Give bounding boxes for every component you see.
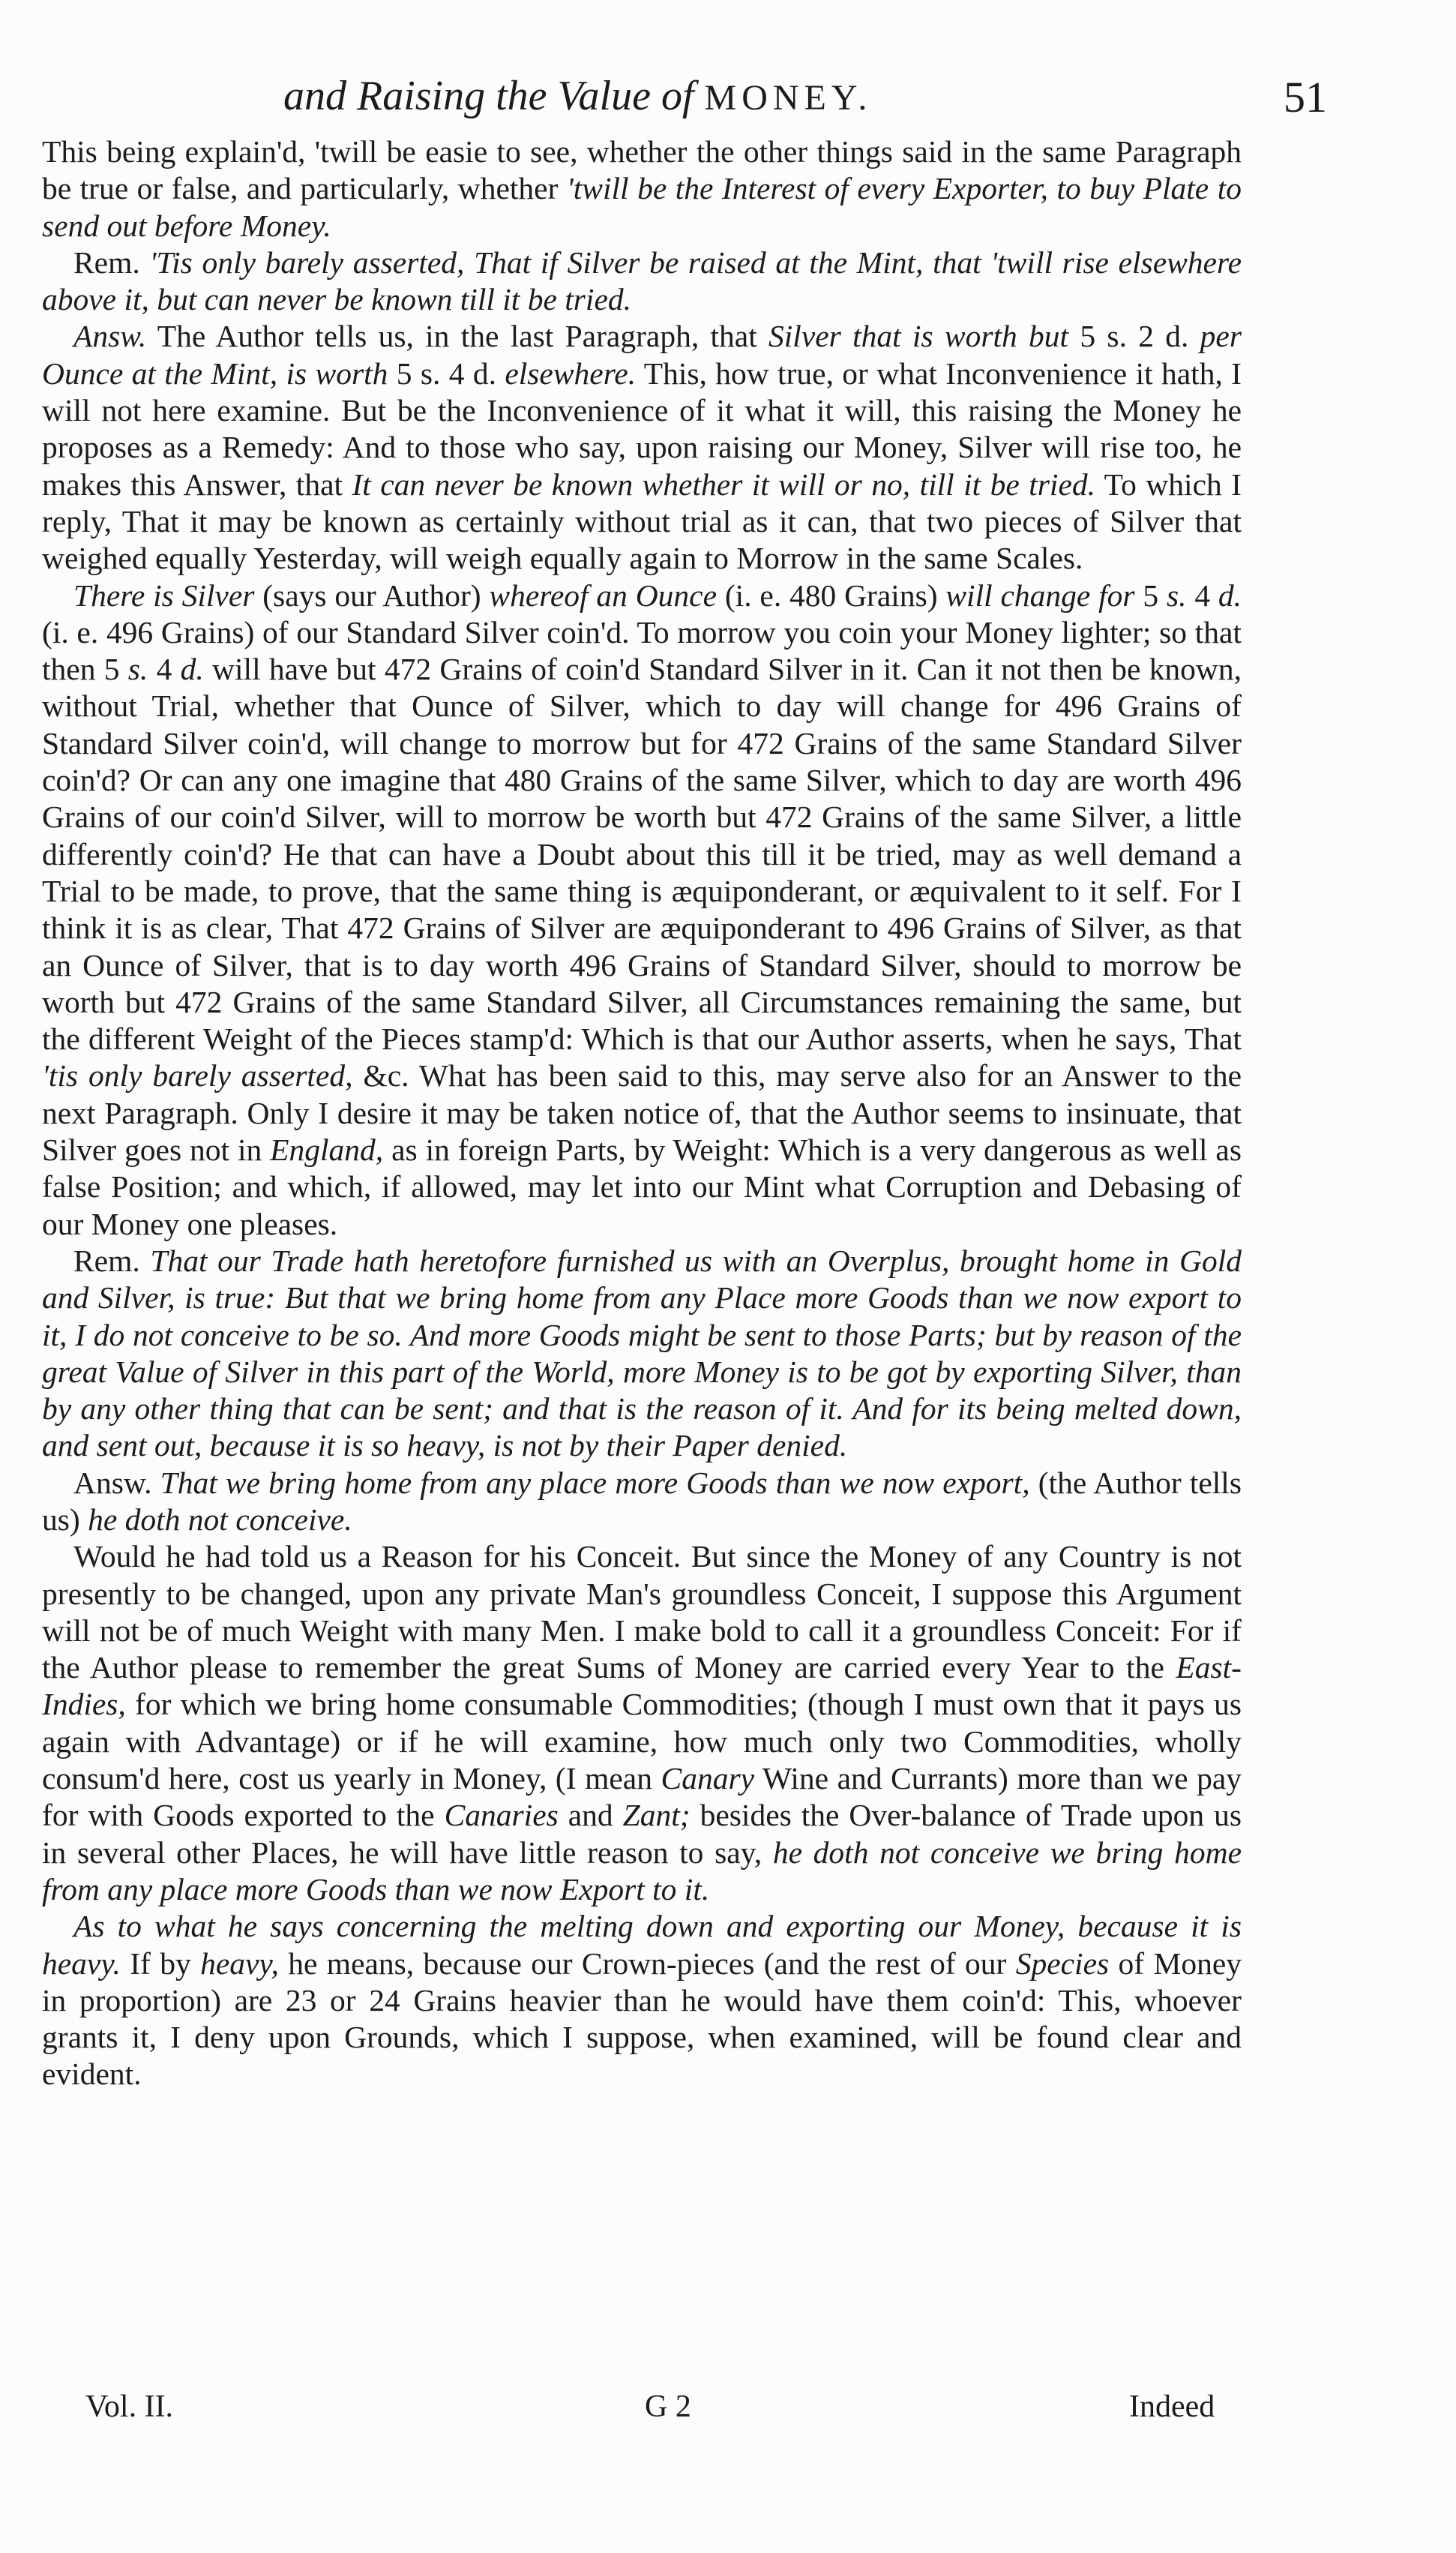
roman-text: (i. e. 496 Grains) of our Standard Silver coin'd. To morrow you coin your Money lighter; so that then 5 <box>42 614 1242 687</box>
roman-text: Answ. <box>73 1465 160 1500</box>
italic-text: As to what he says concerning the melting down and exporting our Money, because it is heavy. <box>42 1909 1242 1981</box>
paragraph <box>42 134 1242 244</box>
italic-text: elsewhere. <box>505 356 637 391</box>
roman-text: 5 s. 2 d. <box>1068 319 1200 354</box>
italic-text: 'twill be the Interest of every Exporter, to buy Plate to send out before Money. <box>42 171 1242 243</box>
page-footer <box>0 2389 1456 2434</box>
italic-text: s. <box>127 652 148 687</box>
roman-text: as in foreign Parts, by Weight: Which is a very dangerous as well as false Position; and which, if allowed, may let into our Mint what Corruption and Debasing of our Money one pleases. <box>42 1132 1242 1241</box>
italic-text: Zant; <box>622 1798 691 1833</box>
roman-text: (i. e. 480 Grains) <box>717 578 946 613</box>
roman-text: Rem. <box>73 244 150 280</box>
running-head-italic: and Raising the Value of <box>283 73 694 119</box>
running-head <box>283 72 872 120</box>
paragraph <box>42 1908 1242 2092</box>
roman-text: If by <box>120 1946 201 1981</box>
italic-text: That our Trade hath heretofore furnished us with an Overplus, brought home in Gold and Silver, is true: But that we bring home from any Place more Goods than we now export to it, I do not conceive to be so. And more Goods might be sent to those Parts; but by reason of the great Value of Silver in this part of the World, more Money is to be got by exporting Silver, than by any other thing that can be sent; and that is the reason of it. And for its being melted down, and sent out, because it is so heavy, is not by their Paper denied. <box>42 1243 1242 1463</box>
roman-text: besides the Over-balance of Trade upon us in several other Places, he will have little reason to say, <box>42 1798 1242 1870</box>
italic-text: 'Tis only barely asserted, That if Silver be raised at the Mint, that 'twill rise elsewhere above it, but can never be known till it be tried. <box>42 244 1242 317</box>
catchword: Indeed <box>1129 2390 1215 2424</box>
roman-text: To which I reply, That it may be known as certainly without trial as it can, that two pieces of Silver that weighed equally Yesterday, will weigh equally again to Morrow in the same Scales. <box>42 466 1242 576</box>
running-head-caps: MONEY. <box>704 78 873 118</box>
italic-text: he doth not conceive. <box>88 1502 352 1537</box>
italic-text: Silver that is worth but <box>768 319 1069 354</box>
italic-text: will change for <box>945 578 1135 613</box>
roman-text: (says our Author) <box>254 578 490 613</box>
roman-text: he means, because our Crown-pieces (and the rest of our <box>278 1946 1016 1981</box>
roman-text: for which we bring home consumable Commodities; (though I must own that it pays us again with Advantage) or if he will examine, how much only two Commodities, wholly consum'd here, cost us yearly in Money, (I mean <box>42 1687 1242 1796</box>
italic-text: d. <box>180 652 204 687</box>
body-text <box>42 134 1242 2093</box>
italic-text: Answ. <box>73 319 147 354</box>
italic-text: 'tis only barely asserted, <box>42 1058 353 1094</box>
volume-mark: Vol. II. <box>85 2390 174 2424</box>
paragraph <box>42 1538 1242 1908</box>
italic-text: Canary <box>661 1761 755 1796</box>
roman-text: The Author tells us, in the last Paragraph, that <box>146 319 769 354</box>
roman-text: will have but 472 Grains of coin'd Standard Silver in it. Can it not then be known, without Trial, whether that Ounce of Silver, which to day will change for 496 Grains of Standard Silver coin'd, will change to morrow but for 472 Grains of the same Standard Silver coin'd? Or can any one imagine that 480 Grains of the same Silver, which to day are worth 496 Grains of our coin'd Silver, will to morrow be worth but 472 Grains of the same Silver, a little differently coin'd? He that can have a Doubt about this till it be tried, may as well demand a Trial to be made, to prove, that the same thing is æquiponderant, or æquivalent to it self. For I think it is as clear, That 472 Grains of Silver are æquiponderant to 496 Grains of Silver, as that an Ounce of Silver, that is to day worth 496 Grains of Standard Silver, should to morrow be worth but 472 Grains of the same Standard Silver, all Circumstances remaining the same, but the different Weight of the Pieces stamp'd: Which is that our Author asserts, when he says, That <box>42 652 1242 1057</box>
italic-text: There is Silver <box>73 578 255 613</box>
roman-text: Rem. <box>73 1243 151 1278</box>
roman-text: 5 <box>1134 578 1167 613</box>
signature-mark: G 2 <box>645 2390 691 2424</box>
italic-text: It can never be known whether it will or no, till it be tried. <box>352 466 1095 502</box>
paragraph <box>42 244 1242 319</box>
roman-text: 4 <box>148 652 181 687</box>
roman-text: Wine and Currants) more than we pay for with Goods exported to the <box>42 1761 1242 1833</box>
page-header <box>0 66 1456 126</box>
paragraph <box>42 1243 1242 1465</box>
roman-text: of Money in proportion) are 23 or 24 Grains heavier than he would have them coin'd: This, whoever grants it, I deny upon Grounds, which I suppose, when examined, will be found clear and evident. <box>42 1946 1242 2092</box>
page-number: 51 <box>1284 73 1327 122</box>
italic-text: d. <box>1218 578 1242 613</box>
italic-text: heavy, <box>200 1946 279 1981</box>
italic-text: East-Indies, <box>42 1650 1242 1722</box>
paragraph <box>42 318 1242 577</box>
italic-text: whereof an Ounce <box>489 578 718 613</box>
italic-text: That we bring home from any place more Goods than we now export, <box>160 1465 1030 1500</box>
roman-text: This, how true, or what Inconvenience it hath, I will not here examine. But be the Inconvenience of it what it will, this raising the Money he proposes as a Remedy: And to those who say, upon raising our Money, Silver will rise too, he makes this Answer, that <box>42 356 1242 502</box>
italic-text: England, <box>270 1132 384 1168</box>
italic-text: he doth not conceive we bring home from any place more Goods than we now Export to it. <box>42 1834 1242 1906</box>
roman-text: 4 <box>1186 578 1218 613</box>
roman-text: and <box>558 1798 623 1833</box>
roman-text: Would he had told us a Reason for his Conceit. But since the Money of any Country is not presently to be changed, upon any private Man's groundless Conceit, I suppose this Argument will not be of much Weight with many Men. I make bold to call it a groundless Conceit: For if the Author please to remember the great Sums of Money are carried every Year to the <box>42 1539 1242 1685</box>
paragraph <box>42 578 1242 1243</box>
paragraph <box>42 1465 1242 1539</box>
roman-text: &c. What has been said to this, may serve also for an Answer to the next Paragraph. Only I desire it may be taken notice of, that the Author seems to insinuate, that Silver goes not in <box>42 1058 1242 1168</box>
roman-text: (the Author tells us) <box>42 1465 1242 1537</box>
italic-text: per Ounce at the Mint, is worth <box>42 319 1242 391</box>
italic-text: Canaries <box>444 1798 559 1833</box>
italic-text: s. <box>1166 578 1187 613</box>
roman-text: This being explain'd, 'twill be easie to see, whether the other things said in the same Paragraph be true or false, and particularly, whether <box>42 134 1242 206</box>
italic-text: Species <box>1015 1946 1110 1981</box>
roman-text: 5 s. 4 d. <box>388 356 505 391</box>
